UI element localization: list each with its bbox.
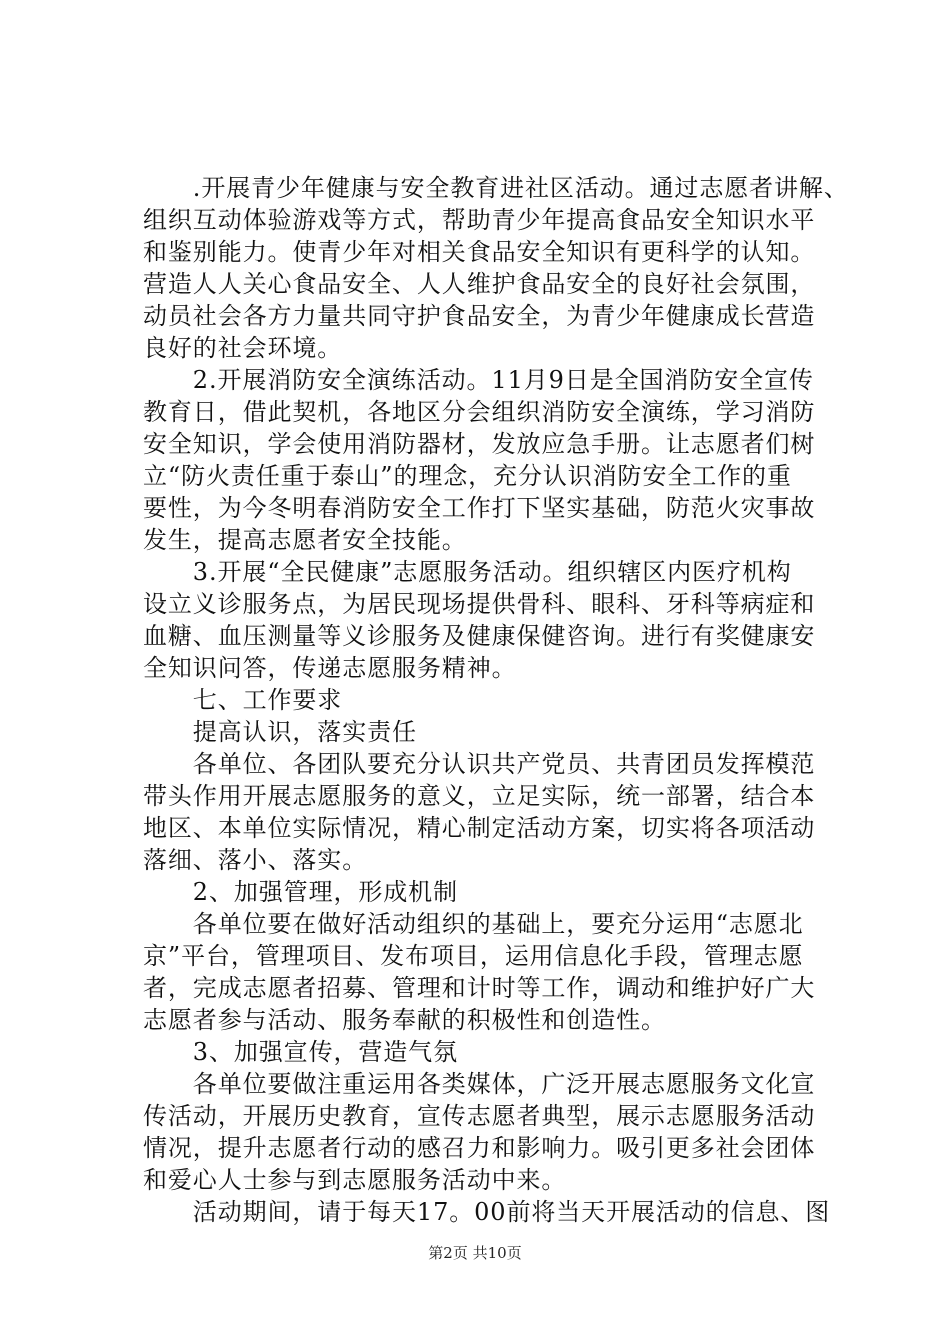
text-line: 各单位、各团队要充分认识共产党员、共青团员发挥模范 — [143, 750, 816, 778]
text-line: 各单位要在做好活动组织的基础上，要充分运用“志愿北 — [143, 910, 804, 938]
text-line: 营造人人关心食品安全、人人维护食品安全的良好社会氛围， — [143, 270, 816, 298]
text-line: 设立义诊服务点，为居民现场提供骨科、眼科、牙科等病症和 — [143, 590, 816, 618]
text-line: 京”平台，管理项目、发布项目，运用信息化手段，管理志愿 — [143, 942, 804, 970]
text-line: 传活动，开展历史教育，宣传志愿者典型，展示志愿服务活动 — [143, 1102, 816, 1130]
text-line: 情况，提升志愿者行动的感召力和影响力。吸引更多社会团体 — [143, 1134, 816, 1162]
text-line: 立“防火责任重于泰山”的理念，充分认识消防安全工作的重 — [143, 462, 792, 490]
text-line: 地区、本单位实际情况，精心制定活动方案，切实将各项活动 — [143, 814, 816, 842]
page-number-footer: 第2页 共10页 — [428, 1244, 522, 1262]
subsection-heading: 3、加强宣传，营造气氛 — [143, 1038, 458, 1066]
text-line: .开展青少年健康与安全教育进社区活动。通过志愿者讲解、 — [143, 174, 849, 202]
text-line: 动员社会各方力量共同守护食品安全，为青少年健康成长营造 — [143, 302, 816, 330]
text-line: 落细、落小、落实。 — [143, 846, 368, 874]
text-line: 各单位要做注重运用各类媒体，广泛开展志愿服务文化宣 — [143, 1070, 816, 1098]
text-line: 2.开展消防安全演练活动。11月9日是全国消防安全宣传 — [143, 366, 814, 394]
text-line: 带头作用开展志愿服务的意义，立足实际，统一部署，结合本 — [143, 782, 816, 810]
text-line: 发生，提高志愿者安全技能。 — [143, 526, 467, 554]
subsection-heading: 2、加强管理，形成机制 — [143, 878, 458, 906]
text-line: 志愿者参与活动、服务奉献的积极性和创造性。 — [143, 1006, 666, 1034]
text-line: 良好的社会环境。 — [143, 334, 343, 362]
text-line: 全知识问答，传递志愿服务精神。 — [143, 654, 517, 682]
text-line: 者，完成志愿者招募、管理和计时等工作，调动和维护好广大 — [143, 974, 816, 1002]
section-heading: 七、工作要求 — [143, 686, 343, 714]
text-line: 活动期间，请于每天17。00前将当天开展活动的信息、图 — [143, 1198, 831, 1226]
text-line: 安全知识，学会使用消防器材，发放应急手册。让志愿者们树 — [143, 430, 816, 458]
text-line: 和爱心人士参与到志愿服务活动中来。 — [143, 1166, 567, 1194]
text-line: 3.开展“全民健康”志愿服务活动。组织辖区内医疗机构 — [143, 558, 792, 586]
subsection-heading: 提高认识，落实责任 — [143, 718, 417, 746]
document-body — [143, 172, 849, 1228]
text-line: 血糖、血压测量等义诊服务及健康保健咨询。进行有奖健康安 — [143, 622, 816, 650]
text-line: 组织互动体验游戏等方式，帮助青少年提高食品安全知识水平 — [143, 206, 816, 234]
text-line: 教育日，借此契机，各地区分会组织消防安全演练，学习消防 — [143, 398, 816, 426]
text-line: 和鉴别能力。使青少年对相关食品安全知识有更科学的认知。 — [143, 238, 816, 266]
text-line: 要性，为今冬明春消防安全工作打下坚实基础，防范火灾事故 — [143, 494, 816, 522]
